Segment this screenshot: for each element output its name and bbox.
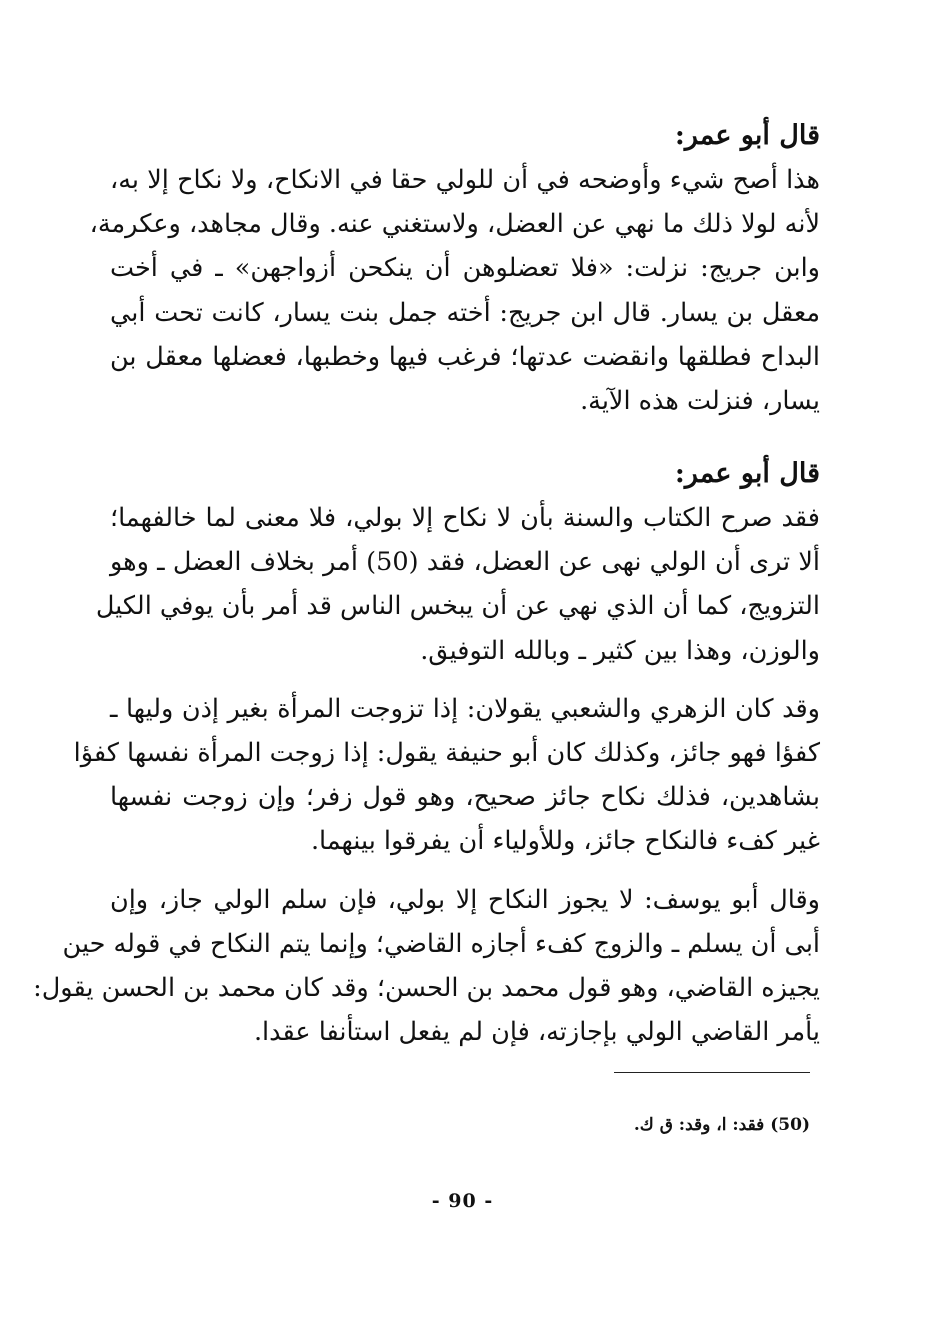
section-1: [89, 114, 820, 423]
paragraph-line: يأمر القاضي الولي بإجازته، فإن لم يفعل استأنفا عقدا.: [253, 1017, 820, 1048]
section-1-line: يسار، فنزلت هذه الآية.: [580, 386, 820, 417]
paragraph-line: أبى أن يسلم ـ والزوج كفء أجازه القاضي؛ وإنما يتم النكاح في قوله حين: [62, 928, 820, 959]
paragraph-line: ألا ترى أن الولي نهى عن العضل، فقد (50) أمر بخلاف العضل ـ وهو: [110, 547, 820, 578]
footnote: (50) فقد: ا، وقد: ق ك.: [633, 1115, 810, 1135]
paragraph-line: بشاهدين، فذلك نكاح جائز صحيح، وهو قول زفر؛ وإن زوجت نفسها: [110, 782, 820, 813]
section-2: [33, 452, 820, 1054]
paragraph-line: وقال أبو يوسف: لا يجوز النكاح إلا بولي، فإن سلم الولي جاز، وإن: [110, 884, 820, 915]
paragraph-2: [73, 687, 820, 864]
section-1-line: لأنه لولا ذلك ما نهي عن العضل، ولاستغني عنه. وقال مجاهد، وعكرمة،: [89, 209, 820, 240]
paragraph-line: التزويج، كما أن الذي نهي عن أن يبخس الناس قد أمر بأن يوفي الكيل: [95, 591, 820, 622]
section-1-heading: قال أبو عمر:: [674, 120, 820, 151]
paragraph-line: فقد صرح الكتاب والسنة بأن لا نكاح إلا بولي، فلا معنى لما خالفهما؛: [110, 503, 820, 533]
footnote-divider: [614, 1072, 810, 1073]
page-number: - 90 -: [431, 1190, 494, 1212]
paragraph-3: [33, 878, 820, 1055]
section-1-line: وابن جريج: نزلت: «فلا تعضلوهن أن ينكحن أزواجهن» ـ في أخت: [110, 253, 820, 284]
paragraph-line: وقد كان الزهري والشعبي يقولان: إذا تزوجت المرأة بغير إذن وليها ـ: [110, 693, 820, 724]
paragraph-spacer: [110, 673, 820, 687]
section-1-line: هذا أصح شيء وأوضحه في أن للولي حقا في الانكاح، ولا نكاح إلا به،: [110, 165, 820, 195]
section-1-line: البداح فطلقها وانقضت عدتها؛ فرغب فيها وخطبها، فعضلها معقل بن: [110, 341, 820, 372]
paragraph-spacer: [110, 864, 820, 878]
section-1-line: معقل بن يسار. قال ابن جريج: أخته جمل بنت يسار، كانت تحت أبي: [110, 297, 820, 328]
section-2-heading: قال أبو عمر:: [674, 458, 820, 489]
paragraph-line: كفؤا فهو جائز، وكذلك كان أبو حنيفة يقول: إذا زوجت المرأة نفسها كفؤا: [73, 738, 820, 769]
paragraph-line: يجيزه القاضي، وهو قول محمد بن الحسن؛ وقد كان محمد بن الحسن يقول:: [33, 973, 820, 1004]
paragraph-line: والوزن، وهذا بين كثير ـ وبالله التوفيق.: [420, 635, 820, 666]
paragraph-1: [95, 496, 820, 673]
paragraph-line: غير كفء فالنكاح جائز، وللأولياء أن يفرقوا بينهما.: [310, 826, 820, 857]
